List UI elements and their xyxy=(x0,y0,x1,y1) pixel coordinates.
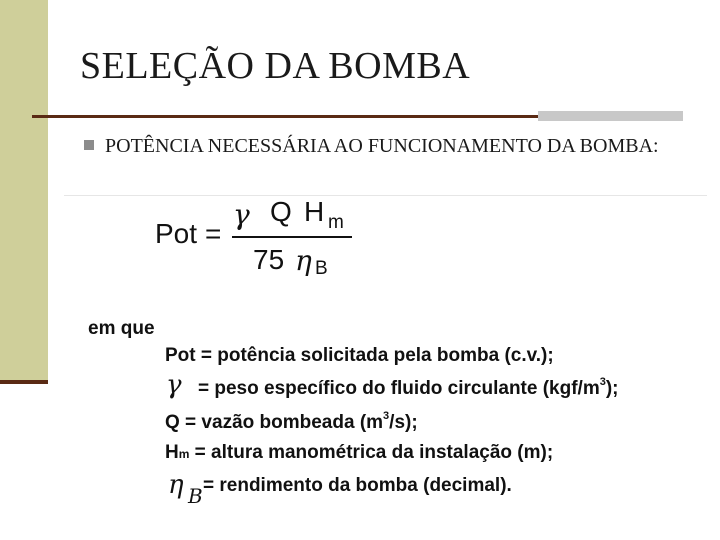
definition-hm-subscript: m xyxy=(178,447,190,461)
definition-gamma-end: ); xyxy=(605,378,619,399)
formula-h-subscript: m xyxy=(328,212,344,233)
definition-gamma xyxy=(198,376,619,400)
formula-equals: = xyxy=(205,218,222,249)
formula-eta-subscript: B xyxy=(315,258,328,279)
definition-eta-symbol: η xyxy=(168,470,184,500)
left-accent-band-edge xyxy=(0,380,48,384)
definition-hm xyxy=(165,442,553,464)
bullet-text: POTÊNCIA NECESSÁRIA AO FUNCIONAMENTO DA BOMBA: xyxy=(105,135,659,157)
definition-q-exponent: 3 xyxy=(383,410,390,422)
definition-q xyxy=(165,410,418,434)
formula-eta: η xyxy=(295,244,312,277)
definition-eta-subscript: B xyxy=(188,484,203,508)
formula-gamma: γ xyxy=(233,198,250,231)
formula-fraction-bar xyxy=(232,236,352,238)
formula-h: H xyxy=(304,196,325,227)
definition-gamma-symbol: γ xyxy=(166,370,182,400)
definition-hm-text: = altura manométrica da instalação (m); xyxy=(189,442,554,463)
definitions-intro: em que xyxy=(88,318,155,339)
title-divider-accent xyxy=(538,111,683,121)
definition-eta: = rendimento da bomba (decimal). xyxy=(203,475,512,496)
formula-image-edge xyxy=(64,195,707,196)
formula-lhs: Pot xyxy=(155,218,198,249)
formula-q: Q xyxy=(270,196,292,227)
left-accent-band xyxy=(0,0,48,384)
definition-q-end: /s); xyxy=(389,412,418,433)
title-divider xyxy=(32,115,538,118)
slide-title: SELEÇÃO DA BOMBA xyxy=(80,45,471,87)
bullet-square-icon xyxy=(84,140,94,150)
definition-q-text: Q = vazão bombeada (m xyxy=(165,412,384,433)
definition-gamma-text: = peso específico do fluido circulante (kgf/m xyxy=(198,378,600,399)
definition-gamma-exponent: 3 xyxy=(599,376,606,388)
formula-constant: 75 xyxy=(253,244,285,275)
definition-hm-symbol: H xyxy=(165,442,179,463)
definition-pot: Pot = potência solicitada pela bomba (c.v.); xyxy=(165,345,554,366)
